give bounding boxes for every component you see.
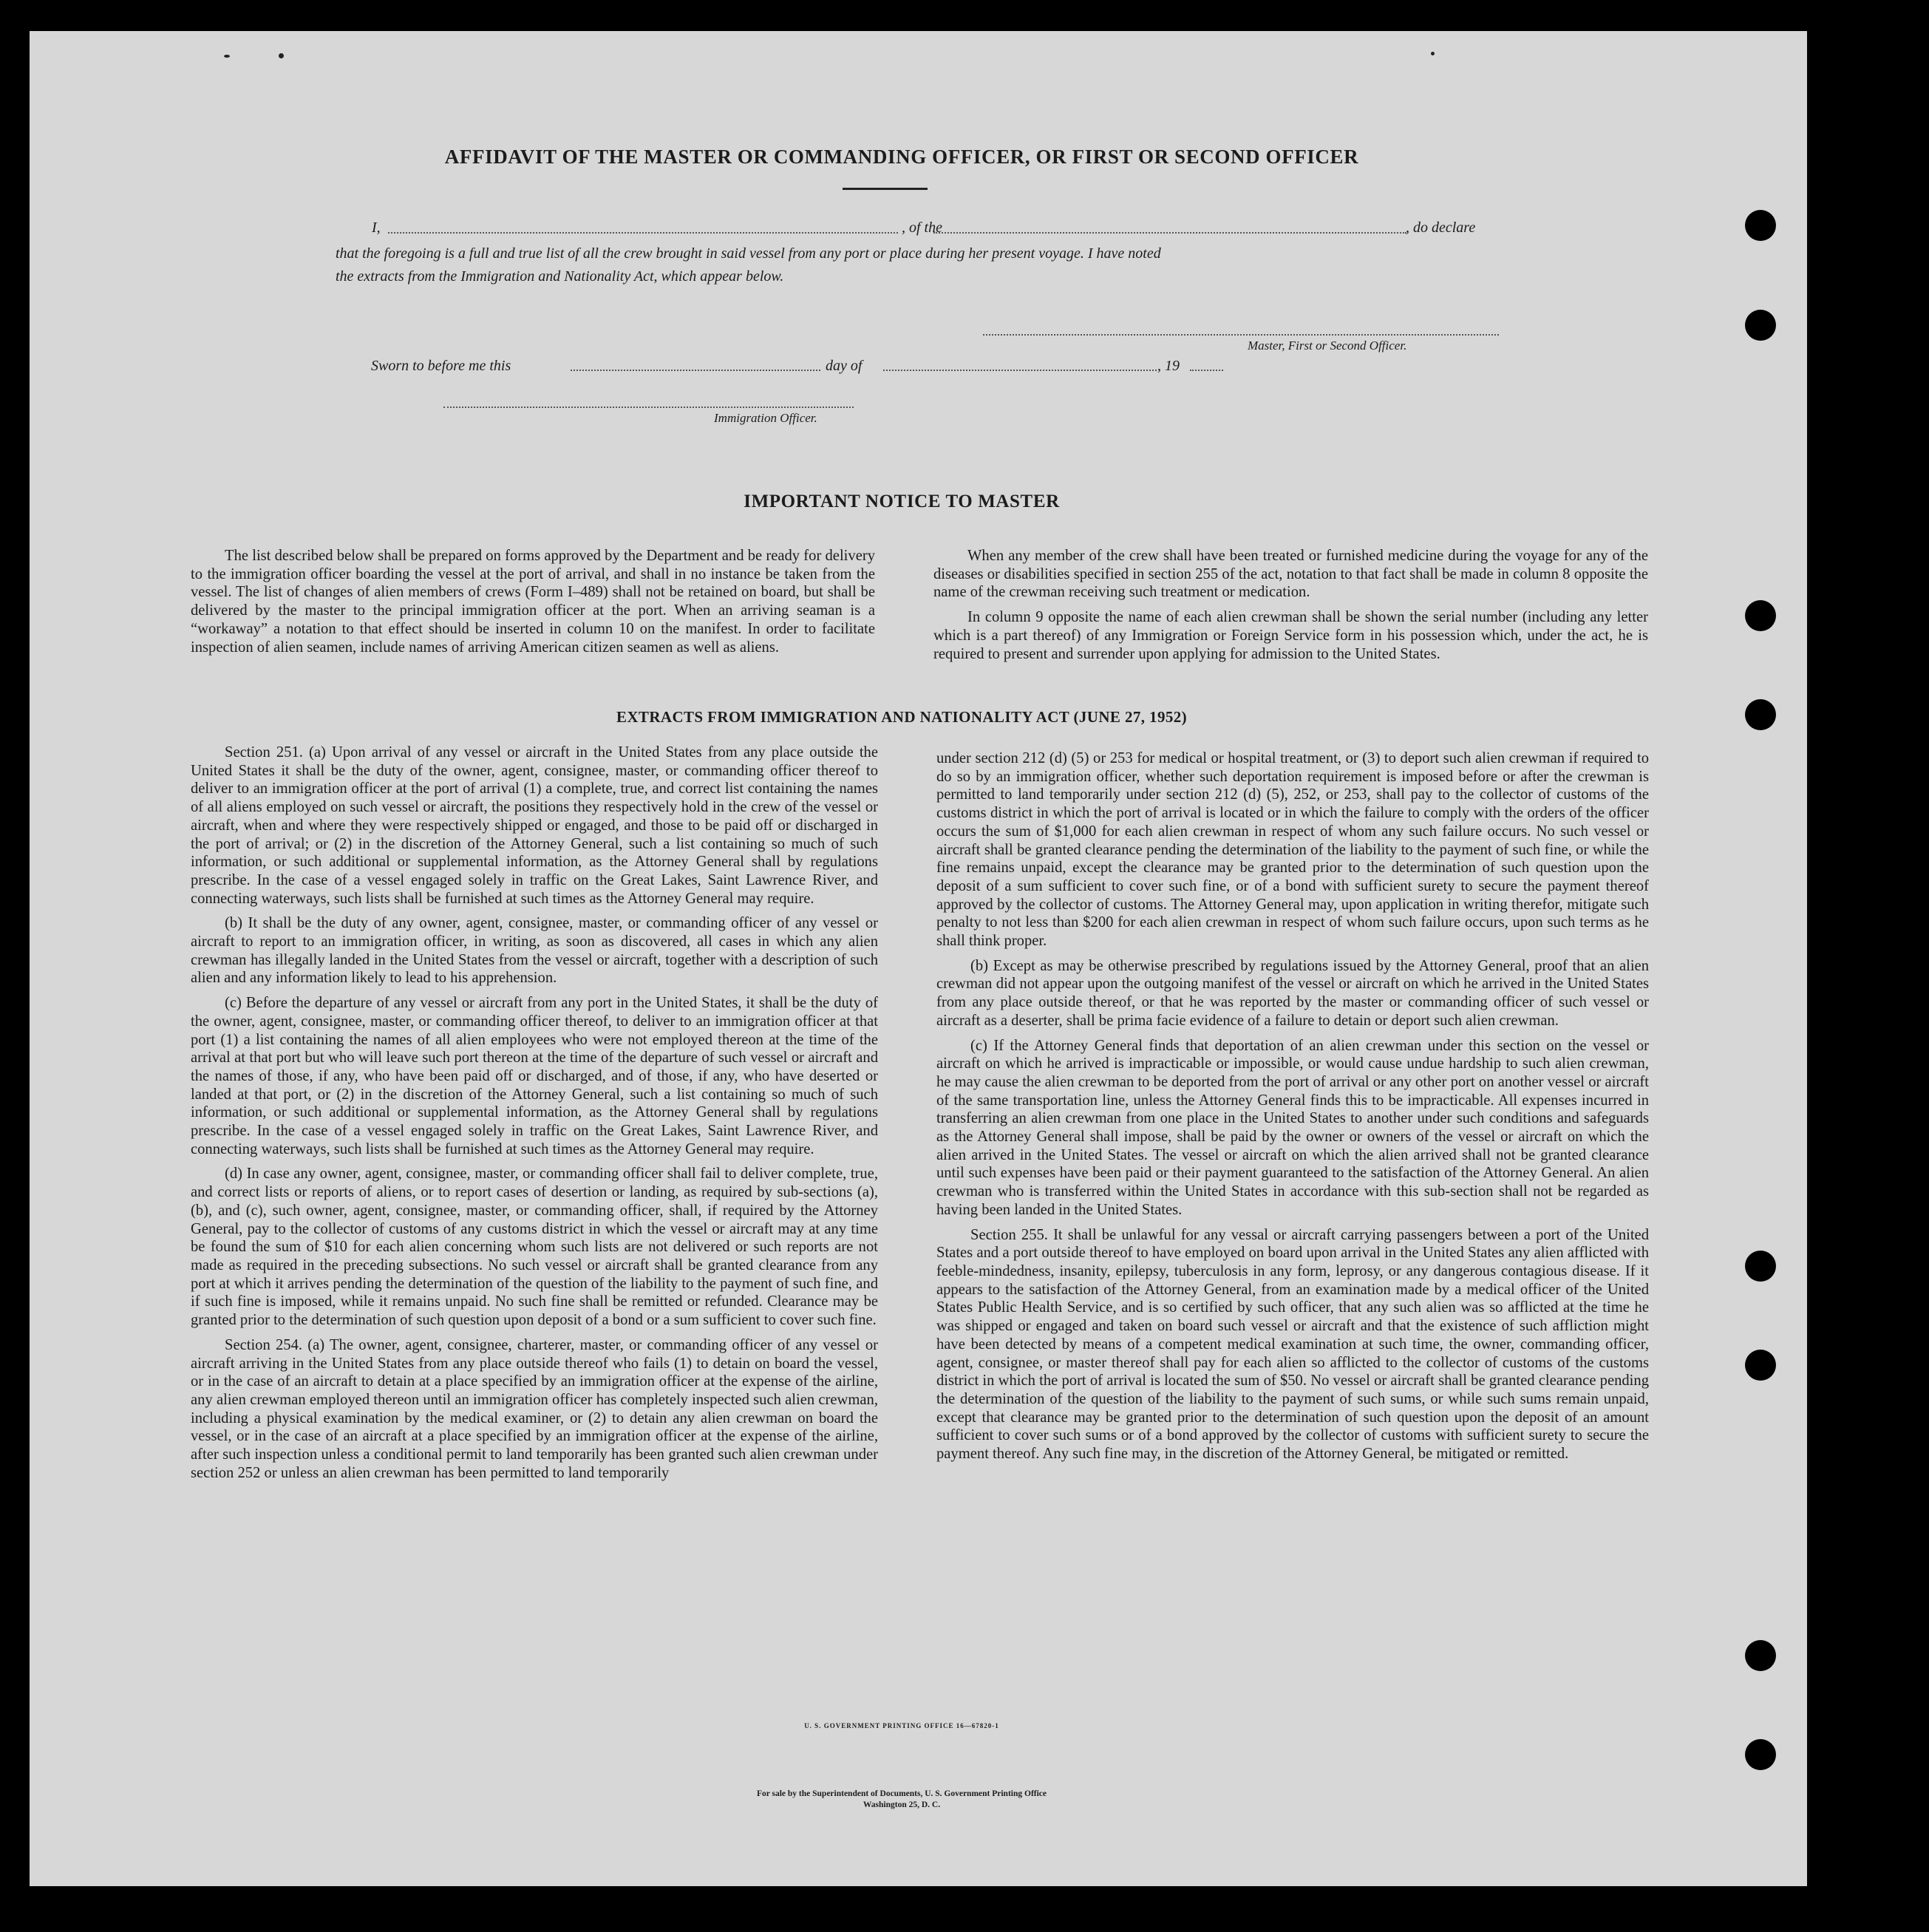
binder-hole [1745,600,1776,631]
section-255: Section 255. It shall be unlawful for any vessal or aircraft carrying passengers between a port of the United States and a port outside thereof to have employed on board upon arrival in the United States any alien afflicted with feeble-mindedness, insanity, epilepsy, tuberculosis in any form, leprosy, or any dangerous contagious disease. If it appears to the satisfaction of the Attorney General, from an examination made by a medical officer of the United States Public Health Service, and is so certified by such officer, that any such alien was so afflicted at the time he was shipped or engaged and taken on board such vessel or aircraft and that the existence of such affliction might have been detected by means of a competent medical examination at such time, the owner, commanding officer, agent, consignee, or master thereof shall pay for each alien so afflicted to the collector of customs of the customs district in which the port of arrival is located the sum of $50. No vessel or aircraft shall be granted clearance pending the determination of the question of the liability to the payment of such sums, or while such sums remain unpaid, except that clearance may be granted prior to the determination of such question upon the deposit of an amount sufficient to cover such sums or of a bond approved by the collector of customs with sufficient surety to secure the payment thereof. Any such fine may, in the discretion of the Attorney General, be mitigated or remitted. [936,1226,1649,1463]
day-of-label: day of [826,358,863,374]
declarant-name-field[interactable] [388,232,898,234]
scan-speck [1431,52,1435,55]
sales-footer [30,1789,1774,1811]
extracts-right-column [936,749,1649,1470]
extracts-left-column [191,744,878,1489]
declaration-text-line-2: the extracts from the Immigration and Nationality Act, which appear below. [336,268,784,285]
notice-left-column [191,547,875,663]
officer-signature-caption: Immigration Officer. [714,411,817,425]
year-label: , 19 [1157,358,1180,374]
extracts-title: EXTRACTS FROM IMMIGRATION AND NATIONALITY ACT (JUNE 27, 1952) [616,708,1188,726]
notice-right-column [933,547,1648,670]
officer-signature-field[interactable] [443,407,854,408]
section-251-b: (b) It shall be the duty of any owner, agent, consignee, master, or commanding officer of any vessel or aircraft to report to an immigration officer, in writing, as soon as discovered, all cases in which any alien crewman has illegally landed in the United States from the vessel or aircraft, together with a description of such alien and any information likely to lead to his apprehension. [191,915,878,987]
notice-title: IMPORTANT NOTICE TO MASTER [744,491,1060,511]
i-label: I, [372,220,381,236]
sworn-year-field[interactable] [1190,370,1223,371]
binder-hole [1745,1251,1776,1282]
master-signature-field[interactable] [983,334,1499,336]
section-254-b: (b) Except as may be otherwise prescribed by regulations issued by the Attorney General, proof that an alien crewman did not appear upon the outgoing manifest of the vessel or aircraft on which he arrived in the United States from any place outside thereof, or that he was reported by the master or commanding officer of such vessel or aircraft as a deserter, shall be prima facie evidence of a failure to detain or deport such alien crewman. [936,957,1649,1029]
printer-imprint: U. S. GOVERNMENT PRINTING OFFICE 16—67820-1 [804,1722,999,1729]
title-rule [843,188,928,190]
notice-right-paragraph-2: In column 9 opposite the name of each alien crewman shall be shown the serial number (including any letter which is a part thereof) of any Immigration or Foreign Service form in his possession which, under the act, he is required to present and surrender upon applying for admission to the United States. [933,609,1648,662]
affidavit-title: AFFIDAVIT OF THE MASTER OR COMMANDING OFFICER, OR FIRST OR SECOND OFFICER [444,146,1359,168]
binder-hole [1745,310,1776,341]
vessel-name-field[interactable] [933,232,1406,234]
sworn-label: Sworn to before me this [371,358,511,374]
scan-speck [279,53,284,58]
section-251-a: Section 251. (a) Upon arrival of any vessel or aircraft in the United States from any place outside the United States it shall be the duty of the owner, agent, consignee, master, or commanding officer thereof to deliver to an immigration officer at the port of arrival (1) a complete, true, and correct list containing the names of all aliens employed on such vessel or aircraft, the positions they respectively hold in the crew of the vessel or aircraft, when and where they were respectively shipped or engaged, and those to be paid off or discharged in the port of arrival; or (2) in the discretion of the Attorney General, such a list containing so much of such information, or such additional or supplemental information, as the Attorney General shall by regulations prescribe. In the case of a vessel engaged solely in traffic on the Great Lakes, Saint Lawrence River, and connecting waterways, such lists shall be furnished at such times as the Attorney General may require. [191,744,878,907]
section-254-c: (c) If the Attorney General finds that deportation of an alien crewman under this section on the vessel or aircraft on which he arrived is impracticable or impossible, or would cause undue hardship to such alien crewman, he may cause the alien crewman to be deported from the port of arrival or any other port on another vessel or aircraft of the same transportation line, unless the Attorney General finds this to be impracticable. All expenses incurred in transferring an alien crewman from one place in the United States to another under such conditions and safeguards as the Attorney General shall impose, shall be paid by the owner or owners of the vessel or aircraft on which the alien arrived in the United States. The vessel or aircraft on which the alien arrived shall not be granted clearance until such expenses have been paid or their payment guaranteed to the satisfaction of the Attorney General. An alien crewman who is transferred within the United States in accordance with this sub-section shall not be regarded as having been landed in the United States. [936,1037,1649,1218]
document-page [30,31,1807,1886]
section-251-c: (c) Before the departure of any vessel or aircraft from any port in the United States, it shall be the duty of the owner, agent, consignee, master, or commanding officer thereof, to deliver to an immigration officer at that port (1) a list containing the names of all alien employees who were not employed thereon at the time of the arrival at that port but who will leave such port thereon at the time of the departure of such vessel or aircraft and the names of those, if any, who have been paid off or discharged, and of those, if any, who have deserted or landed at that port, or (2) in the discretion of the Attorney General, such a list containing so much of such information, or such additional or supplemental information, as the Attorney General shall by regulations prescribe. In the case of a vessel engaged solely in traffic on the Great Lakes, Saint Lawrence River, and connecting waterways, such lists shall be furnished at such times as the Attorney General may require. [191,995,878,1157]
binder-hole [1745,1640,1776,1671]
section-254-a-continued: under section 212 (d) (5) or 253 for medical or hospital treatment, or (3) to deport such alien crewman if required to do so by an immigration officer, whether such deportation requirement is imposed before or after the crewman is permitted to land temporarily under section 212 (d) (5), 252, or 253, shall pay to the collector of customs of the customs district in which the port of arrival is located or in which the failure to comply with the orders of the officer occurs the sum of $1,000 for each alien crewman in respect of whom any such failure occurs. No such vessel or aircraft shall be granted clearance pending the determination of the liability to the payment of such fine, or while the fine remains unpaid, except the clearance may be granted prior to the determination of such question upon the deposit of a sum sufficient to cover such fine, or of a bond with sufficient surety to secure the payment thereof approved by the collector of customs. The Attorney General may, upon application in writing therefor, mitigate such penalty to not less than $200 for each alien crewman in respect of whom such failure occurs, upon such terms as he shall think proper. [936,750,1649,950]
footer-line-2: Washington 25, D. C. [863,1800,941,1809]
scan-speck [224,55,230,58]
declare-label: , do declare [1406,220,1476,236]
declaration-text-line-1: that the foregoing is a full and true list of all the crew brought in said vessel from any port or place during her present voyage. I have noted [336,245,1161,262]
binder-hole [1745,1739,1776,1770]
sworn-month-field[interactable] [883,370,1157,371]
section-251-d: (d) In case any owner, agent, consignee, master, or commanding officer shall fail to deliver complete, true, and correct lists or reports of aliens, or to report cases of desertion or landing, as required by sub-sections (a), (b), and (c), such owner, agent, consignee, master, or commanding officer, shall, if required by the Attorney General, pay to the collector of customs of any customs district in which the vessel or aircraft may at any time be found the sum of $10 for each alien concerning whom such lists are not delivered or such reports are not made as required in the preceding subsections. No such vessel or aircraft shall be granted clearance from any port at which it arrives pending the determination of the question of the liability to the payment of such fine, and if such fine is imposed, while it remains unpaid. No such fine shall be remitted or refunded. Clearance may be granted prior to the determination of such question upon deposit of a bond or a sum sufficient to cover such fine. [191,1166,878,1329]
footer-line-1: For sale by the Superintendent of Documents, U. S. Government Printing Office [756,1789,1047,1798]
binder-hole [1745,210,1776,241]
section-254-a: Section 254. (a) The owner, agent, consignee, charterer, master, or commanding officer of any vessel or aircraft arriving in the United States from any place outside thereof who fails (1) to detain on board the vessel, or in the case of an aircraft to detain at a place specified by an immigration officer at the expense of the airline, any alien crewman employed thereon until an immigration officer has completely inspected such alien crewman, including a physical examination by the medical examiner, or (2) to detain any alien crewman on board the vessel, or in the case of an aircraft at a place specified by an immigration officer at the expense of the airline, after such inspection unless a conditional permit to land temporarily has been granted such alien crewman under section 252 or unless an alien crewman has been permitted to land temporarily [191,1336,878,1481]
of-the-label: , of the [902,220,942,236]
notice-right-paragraph-1: When any member of the crew shall have been treated or furnished medicine during the voyage for any of the diseases or disabilities specified in section 255 of the act, notation to that fact shall be made in column 8 opposite the name of the crewman receiving such treatment or medication. [933,548,1648,601]
binder-hole [1745,1350,1776,1381]
sworn-day-field[interactable] [571,370,820,371]
notice-left-paragraph: The list described below shall be prepared on forms approved by the Department and be ready for delivery to the immigration officer boarding the vessel at the port of arrival, and shall in no instance be taken from the vessel. The list of changes of alien members of crews (Form I–489) shall not be retained on board, but shall be delivered by the master to the principal immigration officer at the port. When an arriving seaman is a “workaway” a notation to that effect should be inserted in column 10 on the manifest. In order to facilitate inspection of alien seamen, include names of arriving American citizen seamen as well as aliens. [191,548,875,656]
master-signature-caption: Master, First or Second Officer. [1248,339,1407,353]
